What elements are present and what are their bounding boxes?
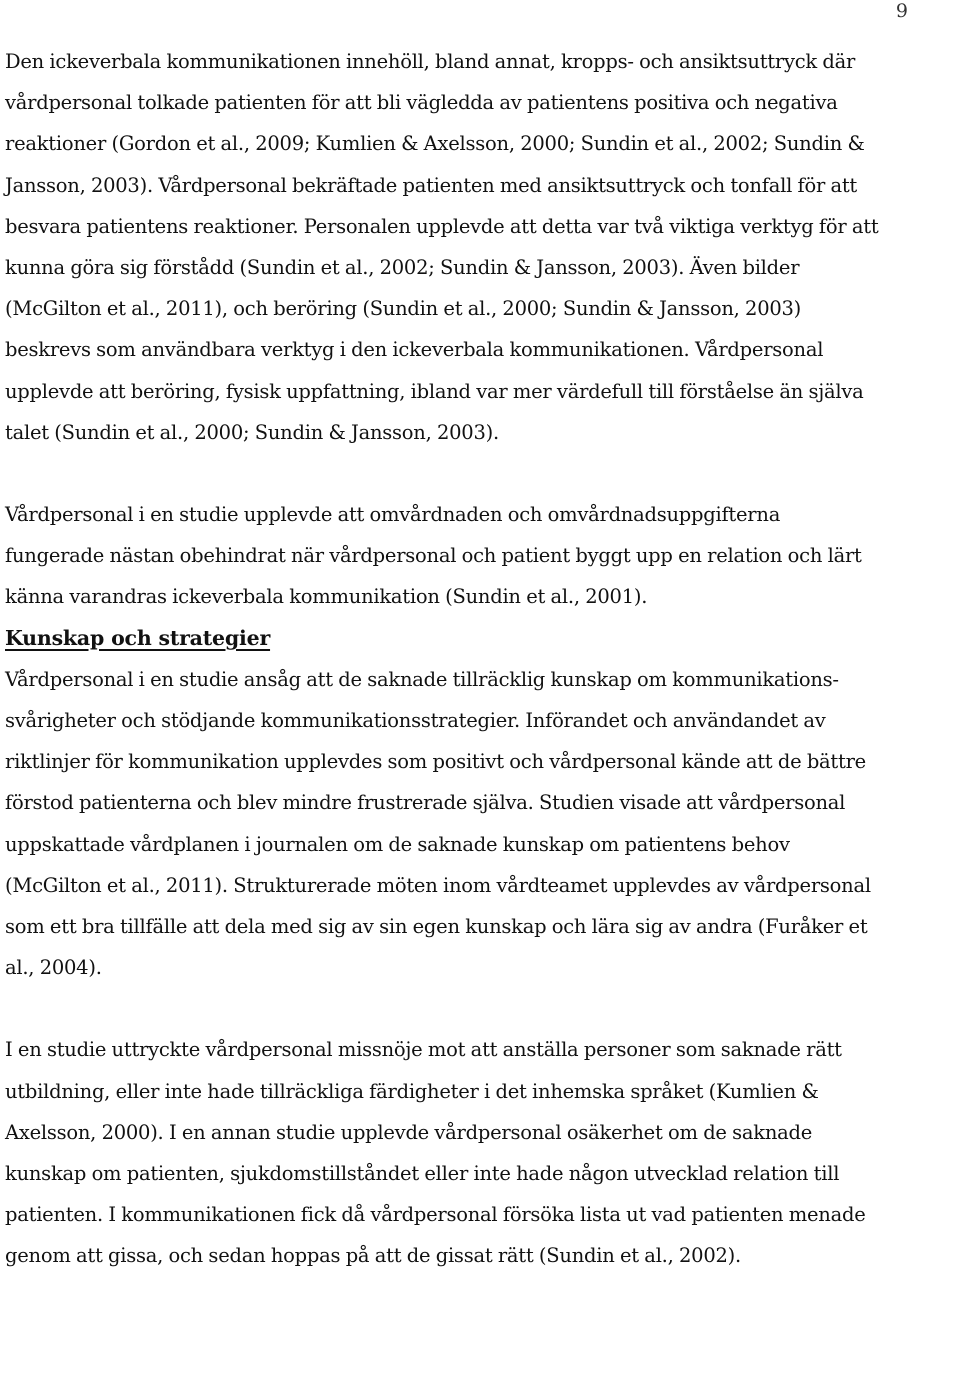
text-line: Jansson, 2003). Vårdpersonal bekräftade patienten med ansiktsuttryck och tonfall för att bbox=[5, 173, 858, 197]
text-line: (McGilton et al., 2011). Strukturerade möten inom vårdteamet upplevdes av vårdpersonal bbox=[5, 873, 871, 897]
text-line: som ett bra tillfälle att dela med sig av sin egen kunskap och lära sig av andra (Furåker et bbox=[5, 915, 868, 939]
text-line: (McGilton et al., 2011), och beröring (Sundin et al., 2000; Sundin & Jansson, 2003) bbox=[5, 297, 802, 321]
text-line: känna varandras ickeverbala kommunikation (Sundin et al., 2001). bbox=[5, 585, 648, 609]
paragraph-knowledge-strategies bbox=[5, 659, 955, 989]
text-line: besvara patientens reaktioner. Personalen upplevde att detta var två viktiga verktyg för att bbox=[5, 214, 879, 238]
text-line: al., 2004). bbox=[5, 956, 102, 980]
text-line: svårigheter och stödjande kommunikationsstrategier. Införandet och användandet av bbox=[5, 709, 826, 733]
text-line: Vårdpersonal i en studie upplevde att omvårdnaden och omvårdnadsuppgifterna bbox=[5, 503, 781, 527]
text-line: fungerade nästan obehindrat när vårdpersonal och patient byggt upp en relation och lärt bbox=[5, 544, 862, 568]
text-line: förstod patienterna och blev mindre frustrerade själva. Studien visade att vårdpersonal bbox=[5, 791, 846, 815]
text-line: Den ickeverbala kommunikationen innehöll, bland annat, kropps- och ansiktsuttryck där bbox=[5, 50, 856, 73]
text-line: talet (Sundin et al., 2000; Sundin & Jansson, 2003). bbox=[5, 420, 499, 444]
text-line: vårdpersonal tolkade patienten för att bli vägledda av patientens positiva och negativa bbox=[5, 91, 838, 115]
section-heading: Kunskap och strategier bbox=[5, 625, 271, 650]
text-line: kunskap om patienten, sjukdomstillståndet eller inte hade någon utvecklad relation till bbox=[5, 1162, 840, 1186]
text-line: riktlinjer för kommunikation upplevdes som positivt och vårdpersonal kände att de bättre bbox=[5, 750, 866, 774]
page-number: 9 bbox=[895, 0, 908, 22]
text-line: kunna göra sig förstådd (Sundin et al., 2002; Sundin & Jansson, 2003). Även bilder bbox=[5, 256, 800, 280]
text-line: upplevde att beröring, fysisk uppfattning, ibland var mer värdefull till förståelse än själva bbox=[5, 379, 864, 403]
text-line: patienten. I kommunikationen fick då vårdpersonal försöka lista ut vad patienten menade bbox=[5, 1203, 866, 1227]
text-line: I en studie uttryckte vårdpersonal missnöje mot att anställa personer som saknade rätt bbox=[5, 1038, 842, 1062]
paragraph-staff-uncertainty bbox=[5, 1029, 955, 1276]
text-line: beskrevs som användbara verktyg i den ickeverbala kommunikationen. Vårdpersonal bbox=[5, 338, 824, 362]
text-line: Vårdpersonal i en studie ansåg att de saknade tillräcklig kunskap om kommunikations- bbox=[5, 667, 839, 691]
text-line: genom att gissa, och sedan hoppas på att de gissat rätt (Sundin et al., 2002). bbox=[5, 1244, 741, 1268]
text-line: uppskattade vårdplanen i journalen om de saknade kunskap om patientens behov bbox=[5, 832, 790, 856]
text-line: reaktioner (Gordon et al., 2009; Kumlien & Axelsson, 2000; Sundin et al., 2002; Sundin & bbox=[5, 132, 865, 156]
text-line: utbildning, eller inte hade tillräckliga färdigheter i det inhemska språket (Kumlien & bbox=[5, 1079, 819, 1103]
paragraph-nonverbal-communication bbox=[5, 41, 955, 453]
text-line: Axelsson, 2000). I en annan studie upplevde vårdpersonal osäkerhet om de saknade bbox=[5, 1120, 813, 1144]
document-body bbox=[5, 41, 955, 1277]
paragraph-care-relationship bbox=[5, 494, 955, 618]
